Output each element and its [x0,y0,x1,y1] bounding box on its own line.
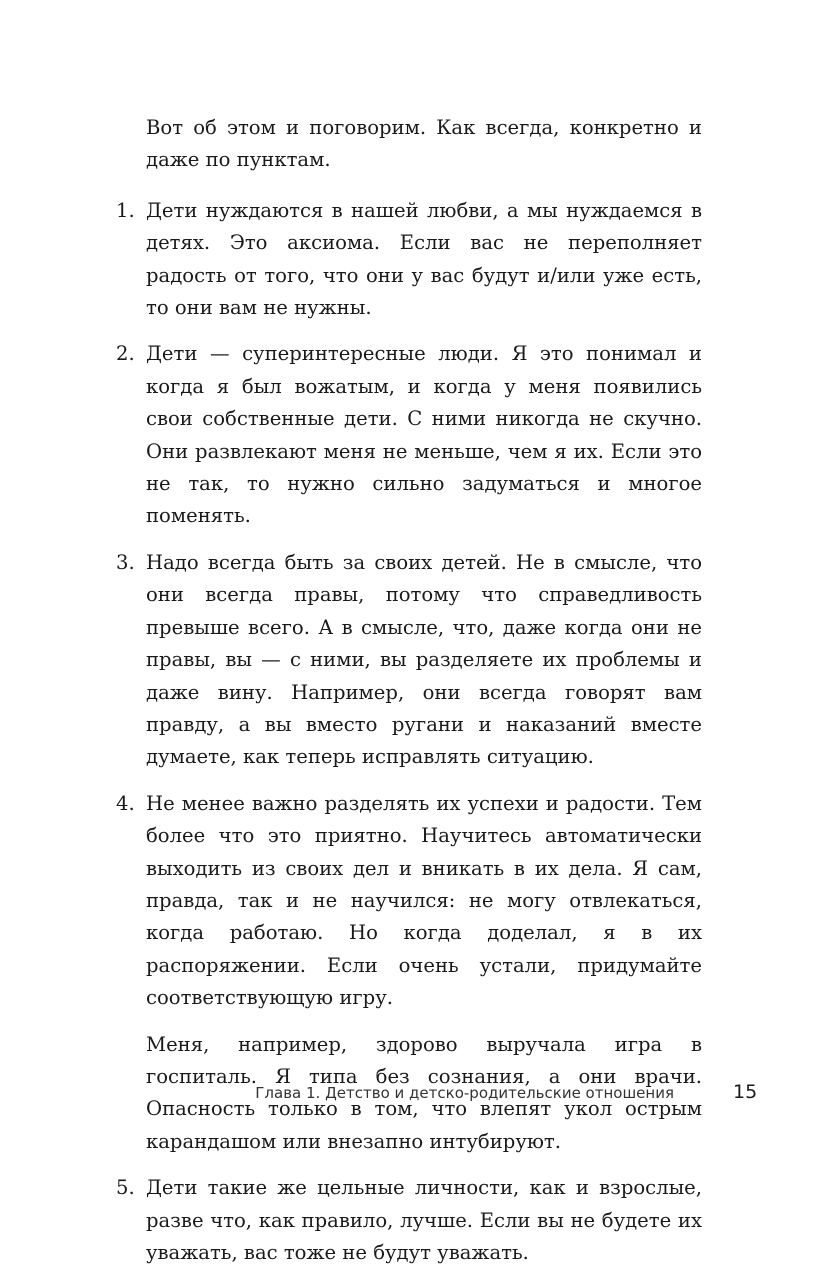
list-item-number: 2. [116,342,135,366]
list-item-text: Дети — суперинтересные люди. Я это понимал и когда я был вожатым, и когда у меня появились свои собственные дети. С ними никогда не скучно. Они развлекают меня не меньше, чем я их. Если это не так, то нужно сильно задуматься и многое поменять. [146,342,702,528]
page-number: 15 [733,1081,758,1103]
list-item-number: 4. [116,791,135,815]
intro-paragraph: Вот об этом и поговорим. Как всегда, конкретно и даже по пунктам. [146,116,702,172]
list-item-text: Дети такие же цельные личности, как и взрослые, разве что, как правило, лучше. Если вы не будете их уважать, вас тоже не будут уважать. [146,1176,702,1264]
list-item-number: 3. [116,550,135,574]
list-item-number: 5. [116,1176,135,1200]
list-item-text: Не менее важно разделять их успехи и радости. Тем более что это приятно. Научитесь автоматически выходить из своих дел и вникать в их дела. Я сам, правда, так и не научился: не могу отвлекаться, когда работаю. Но когда доделал, я в их распоряжении. Если очень устали, придумайте соответствующую игру. [146,791,702,1010]
list-item-number: 1. [116,198,135,222]
list-item [116,1172,702,1269]
running-footer-title: Глава 1. Детство и детско-родительские отношения [255,1084,674,1102]
list-item-text: Надо всегда быть за своих детей. Не в смысле, что они всегда правы, потому что справедливость превыше всего. А в смысле, что, даже когда они не правы, вы — с ними, вы разделяете их проблемы и даже вину. Например, они всегда говорят вам правду, а вы вместо ругани и наказаний вместе думаете, как теперь исправлять ситуацию. [146,550,702,769]
list-item [116,338,702,532]
list-item [116,547,702,774]
list-item-extra-paragraph: Меня, например, здорово выручала игра в госпиталь. Я типа без сознания, а они врачи. Опасность только в том, что влепят укол острым карандашом или внезапно интубируют. [146,1032,702,1153]
page-footer [0,1081,817,1111]
list-item [116,195,702,325]
list-item-text: Дети нуждаются в нашей любви, а мы нуждаемся в детях. Это аксиома. Если вас не переполняет радость от того, что они у вас будут и/или уже есть, то они вам не нужны. [146,198,702,320]
